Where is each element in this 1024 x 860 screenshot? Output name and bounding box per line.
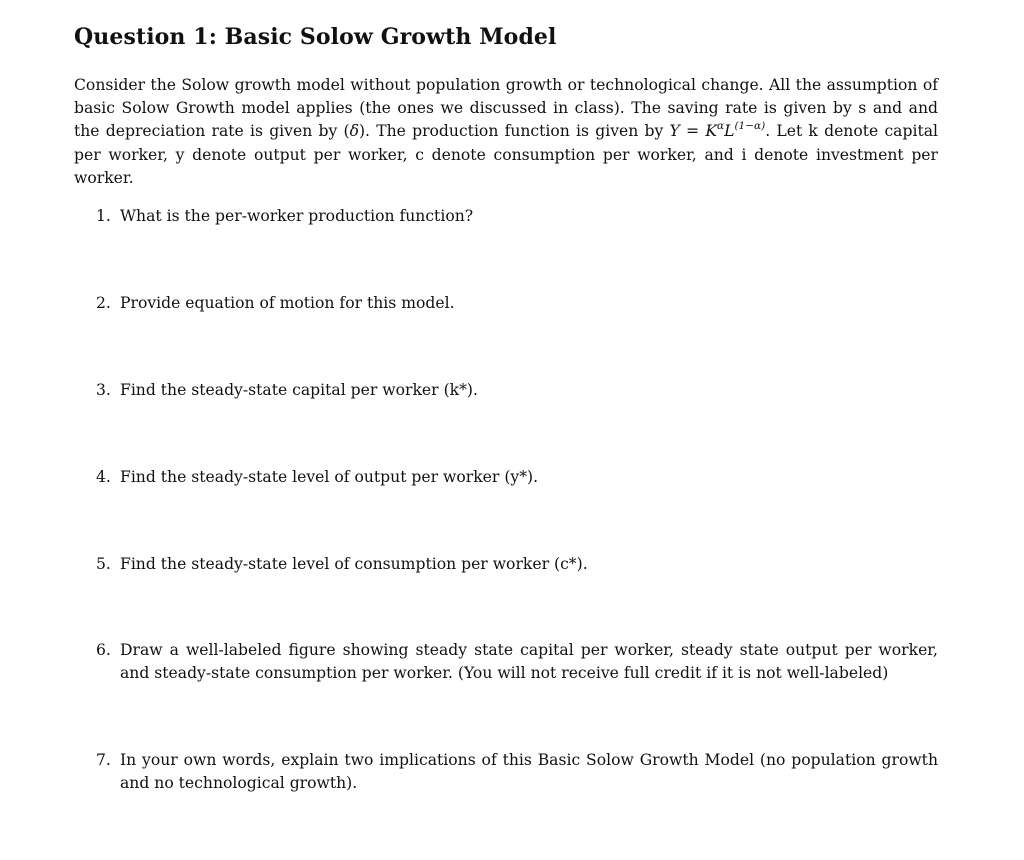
question-text: Provide equation of motion for this model. bbox=[120, 294, 455, 312]
question-number: 2. bbox=[96, 294, 111, 312]
list-item bbox=[96, 292, 938, 315]
question-text: What is the per-worker production function? bbox=[120, 207, 474, 225]
question-number: 3. bbox=[96, 381, 111, 399]
formula-labor: L bbox=[724, 122, 735, 141]
question-text: Draw a well-labeled figure showing steady state capital per worker, steady state output per worker, and steady-state consumption per worker. (You will not receive full credit if it is not well-labeled) bbox=[120, 641, 938, 683]
formula-capital: K bbox=[705, 122, 717, 141]
formula-output: Y bbox=[669, 122, 680, 141]
question-number: 5. bbox=[96, 555, 111, 573]
question-text: Find the steady-state capital per worker (k*). bbox=[120, 381, 478, 399]
intro-text-part3: . Let k denote capital per worker, y denote output per worker, c denote consumption per worker, and i denote investment per worker. bbox=[74, 122, 938, 187]
document-page bbox=[74, 22, 938, 190]
formula-labor-exponent: (1−α) bbox=[734, 120, 766, 133]
intro-text-part2: ). The production function is given by bbox=[358, 122, 670, 141]
question-text: Find the steady-state level of consumption per worker (c*). bbox=[120, 555, 588, 573]
question-text: Find the steady-state level of output per worker (y*). bbox=[120, 468, 539, 486]
delta-symbol: δ bbox=[349, 122, 359, 141]
question-number: 4. bbox=[96, 468, 111, 486]
list-item bbox=[96, 379, 938, 402]
question-text: In your own words, explain two implications of this Basic Solow Growth Model (no population growth and no technological growth). bbox=[120, 751, 938, 793]
question-intro bbox=[74, 74, 938, 190]
question-number: 1. bbox=[96, 207, 111, 225]
formula-capital-exponent: α bbox=[716, 120, 725, 133]
list-item bbox=[96, 466, 938, 489]
list-item bbox=[96, 749, 938, 796]
question-number: 6. bbox=[96, 641, 111, 659]
list-item bbox=[96, 639, 938, 686]
formula-equals: = bbox=[679, 122, 706, 141]
question-number: 7. bbox=[96, 751, 111, 769]
question-title: Question 1: Basic Solow Growth Model bbox=[74, 24, 557, 50]
list-item bbox=[96, 205, 938, 228]
intro-text-part1: Consider the Solow growth model without population growth or technological change. All the assumption of basic Solow Growth model applies (the ones we discussed in class). The saving rate is given by s and and the depreciation rate is given by ( bbox=[74, 76, 938, 141]
list-item bbox=[96, 553, 938, 576]
